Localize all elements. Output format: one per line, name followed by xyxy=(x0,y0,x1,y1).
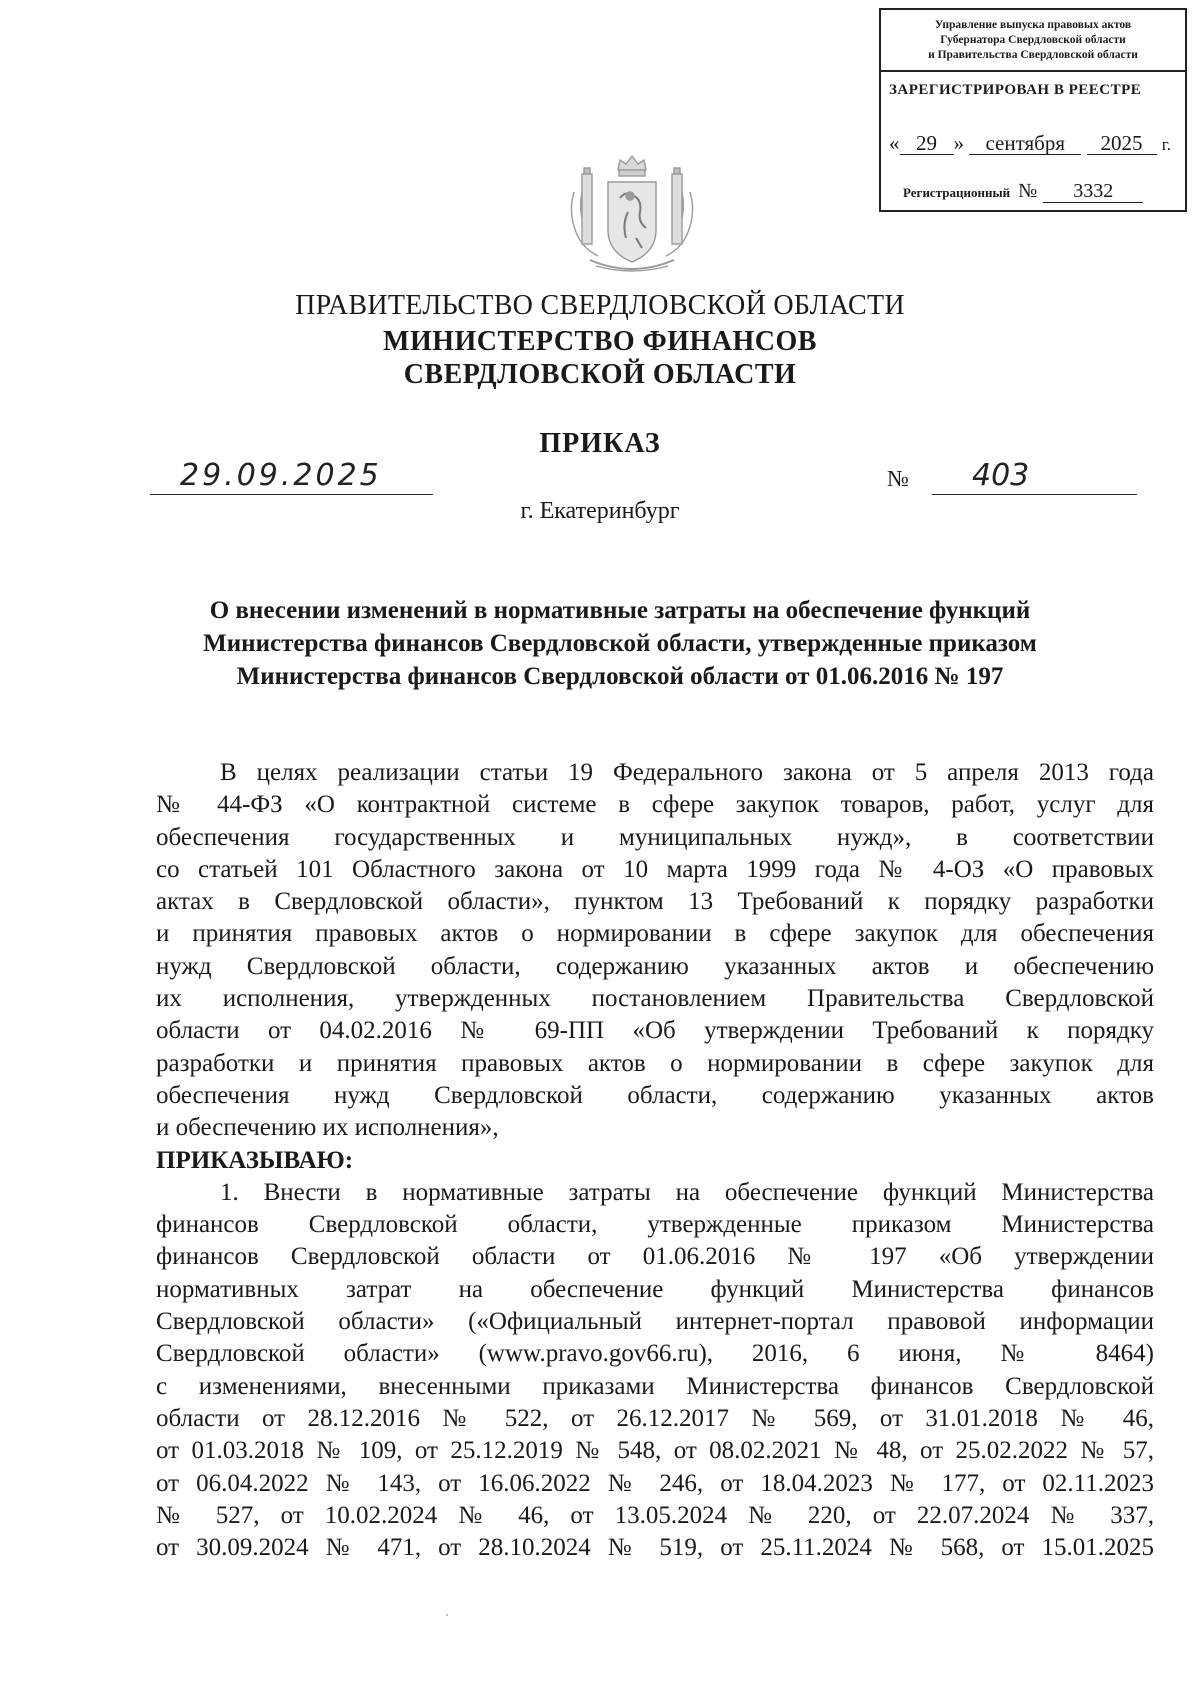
body-line: Свердловской области» (www.pravo.gov66.ru), 2016, 6 июня, № 8464) xyxy=(156,1340,1154,1368)
stamp-year-suffix: г. xyxy=(1161,135,1172,154)
stamp-reg-label: Регистрационный xyxy=(903,185,1011,200)
stamp-reg-number: 3332 xyxy=(1043,180,1143,203)
body-line: их исполнения, утвержденных постановлением Правительства Свердловской xyxy=(156,985,1154,1013)
order-body xyxy=(156,757,1154,1564)
city: г. Екатеринбург xyxy=(520,498,680,524)
order-title xyxy=(140,594,1100,693)
body-line: обеспечения нужд Свердловской области, содержанию указанных актов xyxy=(156,1081,1154,1109)
body-line: со статьей 101 Областного закона от 10 марта 1999 года № 4-ОЗ «О правовых xyxy=(156,855,1154,883)
coat-of-arms-icon xyxy=(562,152,702,278)
body-line: и принятия правовых актов о нормировании в сфере закупок для обеспечения xyxy=(156,920,1154,948)
stamp-registration-number xyxy=(903,180,1143,203)
order-date-handwritten: 29.09.2025 xyxy=(180,458,382,493)
body-line: 1. Внести в нормативные затраты на обеспечение функций Министерства xyxy=(220,1178,1154,1206)
body-line: финансов Свердловской области от 01.06.2016 № 197 «Об утверждении xyxy=(156,1243,1154,1271)
body-line: финансов Свердловской области, утвержденные приказом Министерства xyxy=(156,1211,1154,1239)
body-line: нормативных затрат на обеспечение функций Министерства финансов xyxy=(156,1275,1154,1303)
body-line: области от 04.02.2016 № 69-ПП «Об утверждении Требований к порядку xyxy=(156,1017,1154,1045)
order-directive: ПРИКАЗЫВАЮ: xyxy=(156,1146,354,1174)
scan-artifact xyxy=(446,1614,448,1616)
order-number-field xyxy=(932,454,1137,495)
stamp-quote-open: « xyxy=(889,131,900,155)
body-line: Свердловской области» («Официальный интернет-портал правовой информации xyxy=(156,1308,1154,1336)
registration-stamp xyxy=(879,8,1187,212)
body-line: № 527, от 10.02.2024 № 46, от 13.05.2024 № 220, от 22.07.2024 № 337, xyxy=(156,1501,1154,1529)
order-title-line: О внесении изменений в нормативные затраты на обеспечение функций xyxy=(209,597,1031,624)
stamp-month: сентября xyxy=(969,132,1081,155)
body-line: обеспечения государственных и муниципальных нужд», в соответствии xyxy=(156,823,1154,851)
order-number-handwritten: 403 xyxy=(972,458,1030,493)
body-line: нужд Свердловской области, содержанию указанных актов и обеспечению xyxy=(156,952,1154,980)
stamp-header-line: Губернатора Свердловской области xyxy=(940,34,1126,46)
stamp-quote-close: » xyxy=(953,131,964,155)
order-date-field xyxy=(150,454,433,495)
stamp-header-line: и Правительства Свердловской области xyxy=(928,49,1138,61)
body-line: с изменениями, внесенными приказами Министерства финансов Свердловской xyxy=(156,1372,1154,1400)
body-line: от 30.09.2024 № 471, от 28.10.2024 № 519, от 25.11.2024 № 568, от 15.01.2025 xyxy=(156,1534,1154,1562)
stamp-header-line: Управление выпуска правовых актов xyxy=(934,19,1132,31)
stamp-year: 2025 xyxy=(1087,132,1157,155)
document-type: ПРИКАЗ xyxy=(539,428,661,459)
body-line: актах в Свердловской области», пунктом 13 Требований к порядку разработки xyxy=(156,888,1154,916)
order-title-line: Министерства финансов Свердловской области от 01.06.2016 № 197 xyxy=(236,663,1004,690)
ministry-title-line-1: МИНИСТЕРСТВО ФИНАНСОВ xyxy=(383,326,817,357)
body-line: № 44-ФЗ «О контрактной системе в сфере закупок товаров, работ, услуг для xyxy=(156,791,1154,819)
ministry-title-line-2: СВЕРДЛОВСКОЙ ОБЛАСТИ xyxy=(403,359,797,390)
body-line: разработки и принятия правовых актов о нормировании в сфере закупок для xyxy=(156,1049,1154,1077)
order-title-line: Министерства финансов Свердловской области, утвержденные приказом xyxy=(203,630,1037,657)
government-title: ПРАВИТЕЛЬСТВО СВЕРДЛОВСКОЙ ОБЛАСТИ xyxy=(295,290,905,321)
stamp-date xyxy=(889,131,1171,156)
body-line: от 01.03.2018 № 109, от 25.12.2019 № 548, от 08.02.2021 № 48, от 25.02.2022 № 57, xyxy=(156,1437,1154,1465)
order-number-sign: № xyxy=(887,466,909,491)
stamp-header xyxy=(881,10,1185,72)
body-line: и обеспечению их исполнения», xyxy=(156,1114,499,1142)
stamp-registered-text: ЗАРЕГИСТРИРОВАН В РЕЕСТРЕ xyxy=(889,82,1142,98)
stamp-number-sign: № xyxy=(1018,180,1038,202)
body-line: от 06.04.2022 № 143, от 16.06.2022 № 246, от 18.04.2023 № 177, от 02.11.2023 xyxy=(156,1469,1154,1497)
body-line: области от 28.12.2016 № 522, от 26.12.2017 № 569, от 31.01.2018 № 46, xyxy=(156,1404,1154,1432)
body-line: В целях реализации статьи 19 Федерального закона от 5 апреля 2013 года xyxy=(220,759,1154,786)
stamp-day: 29 xyxy=(900,132,954,155)
